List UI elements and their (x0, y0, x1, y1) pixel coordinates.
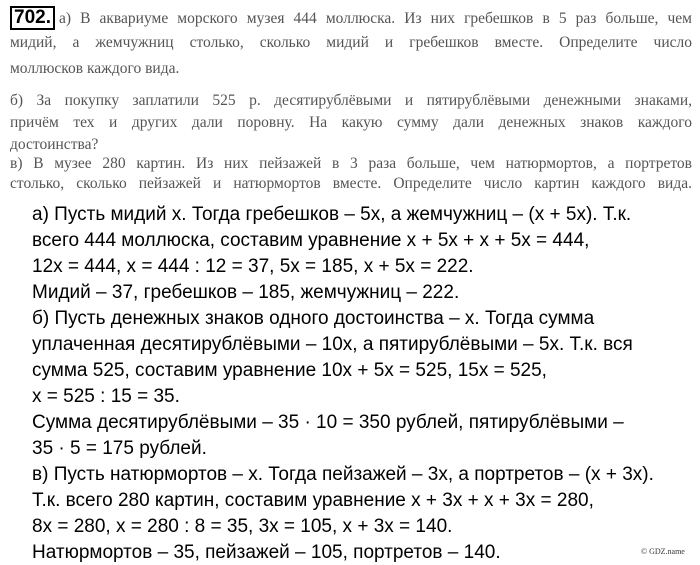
problem-b-line-1: б) За покупку заплатили 525 р. десятирублёвыми и пятирублёвыми денежными знаками, (10, 92, 692, 109)
solution-line-1: а) Пусть мидий x. Тогда гребешков – 5x, а жемчужниц – (x + 5x). Т.к. (32, 204, 632, 225)
solution-line-14: Натюрмортов – 35, пейзажей – 105, портретов – 140. (32, 542, 501, 563)
solution-line-12: Т.к. всего 280 картин, составим уравнение x + 3x + x + 3x = 280, (32, 490, 594, 511)
watermark: © GDZ.name (641, 547, 685, 556)
solution-line-5: б) Пусть денежных знаков одного достоинства – x. Тогда сумма (32, 308, 595, 329)
solution-line-3: 12x = 444, x = 444 : 12 = 37, 5x = 185, x + 5x = 222. (32, 256, 474, 277)
solution-line-10: 35 · 5 = 175 рублей. (32, 438, 207, 459)
problem-v-line-1: в) В музее 280 картин. Из них пейзажей в 3 раза больше, чем натюрмортов, а портретов (10, 155, 692, 172)
solution-line-4: Мидий – 37, гребешков – 185, жемчужниц – 222. (32, 282, 460, 303)
problem-number: 702. (10, 6, 55, 30)
solution-line-8: x = 525 : 15 = 35. (32, 386, 180, 407)
solution-line-11: в) Пусть натюрмортов – x. Тогда пейзажей – 3x, а портретов – (x + 3x). (32, 464, 654, 485)
solution-line-6: уплаченная десятирублёвыми – 10x, а пятирублёвыми – 5x. Т.к. вся (32, 334, 633, 355)
problem-line (10, 6, 692, 30)
problem-v-line-2: столько, сколько пейзажей и натюрмортов вместе. Определите число картин каждого вида. (10, 175, 692, 192)
solution-line-13: 8x = 280, x = 280 : 8 = 35, 3x = 105, x + 3x = 140. (32, 516, 453, 537)
solution-line-2: всего 444 моллюска, составим уравнение x + 5x + x + 5x = 444, (32, 230, 590, 251)
solution-line-9: Сумма десятирублёвыми – 35 · 10 = 350 рублей, пятирублёвыми – (32, 412, 624, 433)
problem-a-line-1: а) В аквариуме морского музея 444 моллюска. Из них гребешков в 5 раз больше, чем (58, 10, 692, 27)
problem-b-line-3: достоинства? (10, 136, 99, 153)
problem-a-line-2: мидий, а жемчужниц столько, сколько мидий и гребешков вместе. Определите число (10, 34, 692, 51)
problem-a-line-3: моллюсков каждого вида. (10, 60, 180, 77)
problem-b-line-2: причём тех и других дали поровну. На какую сумму дали денежных знаков каждого (10, 114, 692, 131)
solution-line-7: сумма 525, составим уравнение 10x + 5x = 525, 15x = 525, (32, 360, 547, 381)
